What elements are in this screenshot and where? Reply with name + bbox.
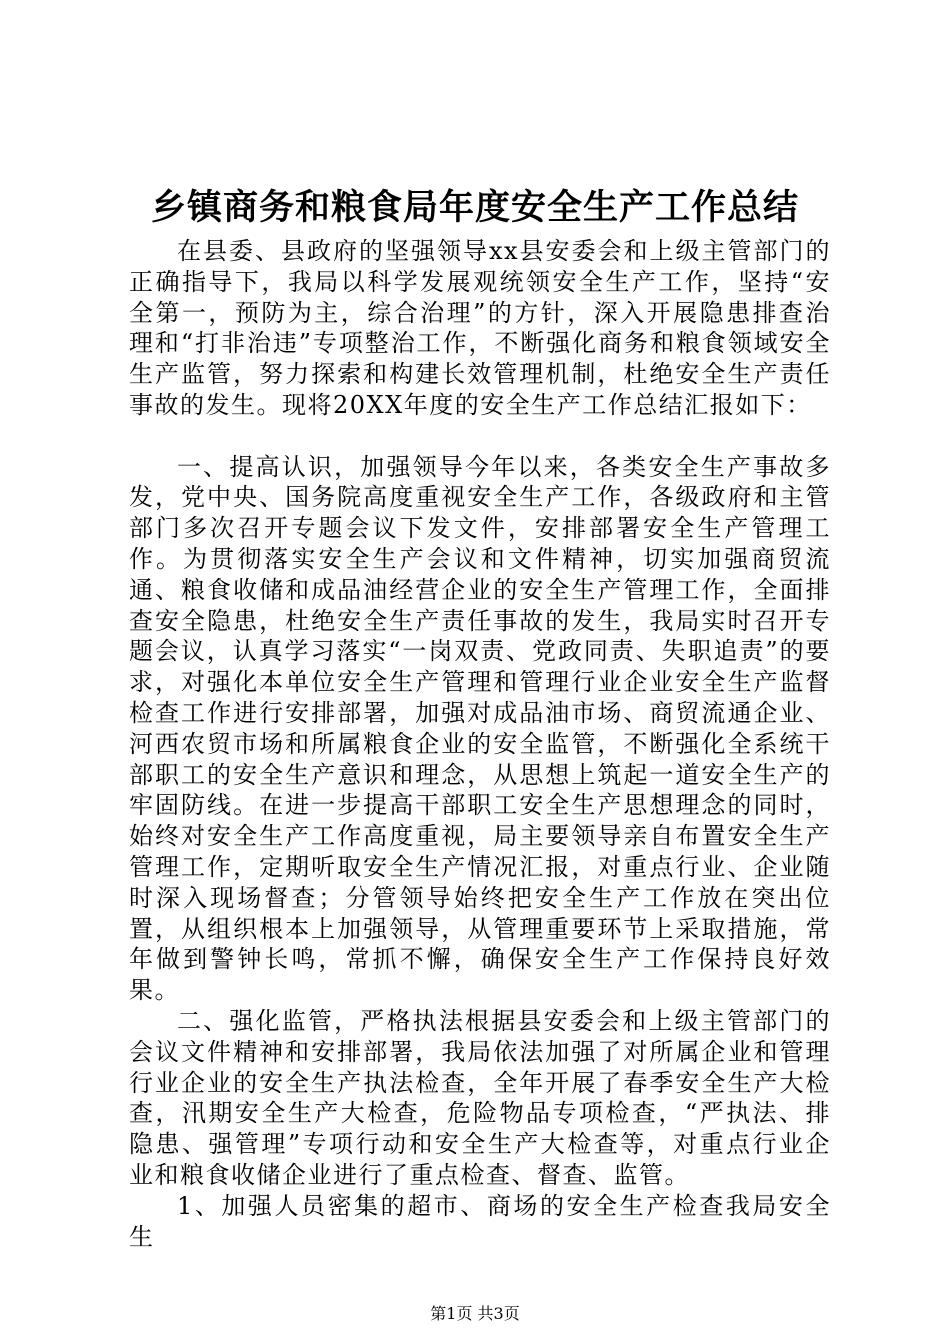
paragraph-intro: 在县委、县政府的坚强领导xx县安委会和上级主管部门的正确指导下，我局以科学发展观统领安全生产工作，坚持“安全第一，预防为主，综合治理”的方针，深入开展隐患排查治理和“打非治违”专项整治工作，不断强化商务和粮食领域安全生产监管，努力探索和构建长效管理机制，杜绝安全生产责任事故的发生。现将20XX年度的安全生产工作总结汇报如下： — [129, 237, 831, 419]
paragraph-spacer — [129, 421, 831, 452]
paragraph-item-1: 1、加强人员密集的超市、商场的安全生产检查我局安全生 — [129, 1191, 831, 1251]
document-body — [129, 236, 831, 1252]
page-footer: 第1页 共3页 — [430, 1304, 520, 1323]
paragraph-section-1: 一、提高认识，加强领导今年以来，各类安全生产事故多发，党中央、国务院高度重视安全生产工作，各级政府和主管部门多次召开专题会议下发文件，安排部署安全生产管理工作。为贯彻落实安全生产会议和文件精神，切实加强商贸流通、粮食收储和成品油经营企业的安全生产管理工作，全面排查安全隐患，杜绝安全生产责任事故的发生，我局实时召开专题会议，认真学习落实“一岗双责、党政同责、失职追责”的要求，对强化本单位安全生产管理和管理行业企业安全生产监督检查工作进行安排部署，加强对成品油市场、商贸流通企业、河西农贸市场和所属粮食企业的安全监管，不断强化全系统干部职工的安全生产意识和理念，从思想上筑起一道安全生产的牢固防线。在进一步提高干部职工安全生产思想理念的同时，始终对安全生产工作高度重视，局主要领导亲自布置安全生产管理工作，定期听取安全生产情况汇报，对重点行业、企业随时深入现场督查；分管领导始终把安全生产工作放在突出位置，从组织根本上加强领导，从管理重要环节上采取措施，常年做到警钟长鸣，常抓不懈，确保安全生产工作保持良好效果。 — [129, 452, 831, 1005]
document-title: 乡镇商务和粮食局年度安全生产工作总结 — [150, 188, 799, 228]
paragraph-section-2: 二、强化监管，严格执法根据县安委会和上级主管部门的会议文件精神和安排部署，我局依法加强了对所属企业和管理行业企业的安全生产执法检查，全年开展了春季安全生产大检查，汛期安全生产大检查，危险物品专项检查，“严执法、排隐患、强管理”专项行动和安全生产大检查等，对重点行业企业和粮食收储企业进行了重点检查、督查、监管。 — [129, 1006, 831, 1189]
